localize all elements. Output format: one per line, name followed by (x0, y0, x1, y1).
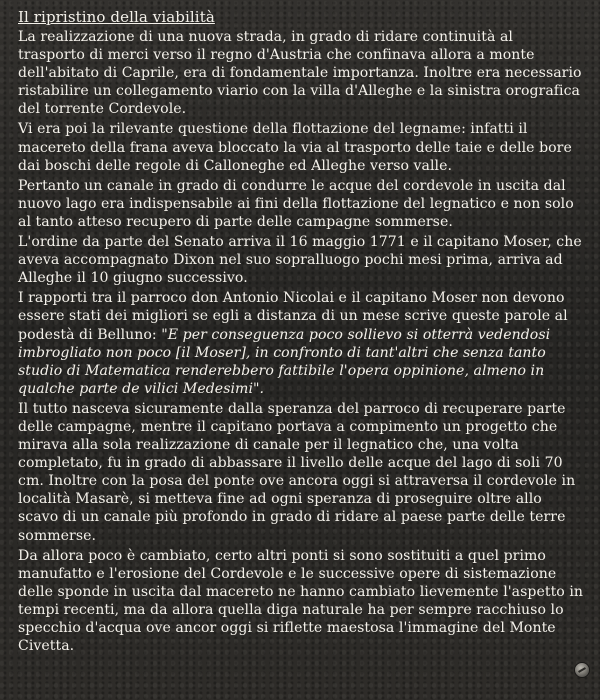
screw-icon (574, 662, 590, 678)
moser-quote: "E per conseguenza poco sollievo si otterrà vedendosi imbrogliato non poco [il Moser], in confronto di tant'altri che senza tanto studio di Matematica renderebbero fattibile l'opera oppinione, almeno in qualche parte de vilici Medesimi". (18, 326, 551, 397)
panel-body (18, 28, 584, 657)
paragraph-road: La realizzazione di una nuova strada, in grado di ridare continuità al trasporto di merci verso il regno d'Austria che confinava allora a monte dell'abitato di Caprile, era di fondamentale importanza. Inoltre era necessario ristabilire un collegamento viario con la villa d'Alleghe e la sinistra orografica del torrente Cordevole. (18, 29, 582, 118)
paragraph-canal: Pertanto un canale in grado di condurre le acque del cordevole in uscita dal nuovo lago era indispensabile ai fini della flottazione del legnatico e non solo al tanto atteso recupero di parte delle campagne sommerse. (18, 177, 574, 230)
paragraph-relations (18, 289, 584, 398)
paragraph-today: Da allora poco è cambiato, certo altri ponti si sono sostituiti a quel primo manufatto e l'erosione del Cordevole e le successive opere di sistemazione delle sponde in uscita dal macereto ne hanno cambiato lievemente l'aspetto in tempi recenti, ma da allora quella diga naturale ha per sempre racchiuso lo specchio d'acqua ove ancor oggi si riflette maestosa l'immagine del Monte Civetta. (18, 547, 584, 655)
relations-intro: I rapporti tra il parroco don Antonio Nicolai e il capitano Moser non devono essere stati dei migliori se egli a distanza di un mese scrive queste parole al podestà di Belluno: (18, 290, 568, 343)
paragraph-outcome: Il tutto nasceva sicuramente dalla speranza del parroco di recuperare parte delle campagne, mentre il capitano portava a compimento un progetto che mirava alla sola realizzazione di canale per il legnatico che, una volta completato, fu in grado di abbassare il livello delle acque del lago di soli 70 cm. Inoltre con la posa del ponte ove ancora oggi si attraversa il cordevole in località Masarè, si metteva fine ad ogni speranza di proseguire oltre allo scavo di un canale più profondo in grado di ridare al paese parte delle terre sommerse. (18, 400, 576, 544)
panel-title: Il ripristino della viabilità (18, 8, 215, 26)
paragraph-senate-order: L'ordine da parte del Senato arriva il 16 maggio 1771 e il capitano Moser, che aveva accompagnato Dixon nel suo sopralluogo pochi mesi prima, arriva ad Alleghe il 10 giugno successivo. (18, 234, 582, 287)
paragraph-timber: Vi era poi la rilevante questione della flottazione del legname: infatti il macereto della frana aveva bloccato la via al trasporto delle taie e delle bore dai boschi delle regole di Calloneghe ed Alleghe verso valle. (18, 121, 572, 174)
